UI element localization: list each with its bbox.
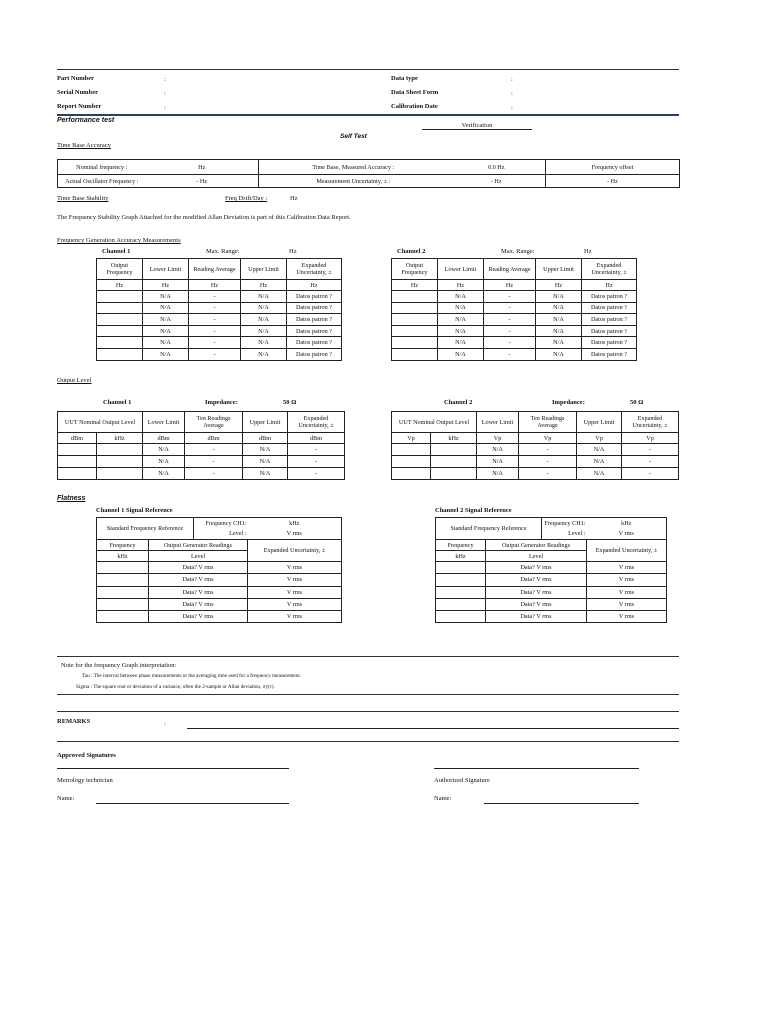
fg-1-cell: N/A (241, 302, 287, 314)
fg-2-cell: Datos patron ? (582, 325, 637, 337)
performance-title: Performance test (57, 117, 115, 124)
fg-1-cell: - (189, 291, 241, 303)
fg-1-cell: N/A (241, 325, 287, 337)
ol-channel-1-title: Channel 1 (103, 399, 132, 406)
fl-1-freq-unit: kHz (248, 518, 342, 529)
fg-2-cell: N/A (536, 337, 582, 349)
table-row (392, 337, 637, 349)
ol-channel-1-imp-value: 50 Ω (283, 399, 297, 406)
technician-signature-line[interactable] (57, 768, 289, 769)
ol-2-cell: - (519, 456, 577, 468)
freq-drift-unit: Hz (290, 195, 298, 202)
fl-2-col-freq: Frequency (436, 540, 486, 551)
fl-2-freq-label: Frequency CH1: (542, 518, 587, 529)
fg-channel-2-max-unit: Hz (584, 248, 592, 255)
fg-2-cell: - (484, 302, 536, 314)
notes-tau: Tau : The interval between phase measurements or the averaging time used for a frequency measurement. (82, 673, 302, 679)
fl-2-freq-cell[interactable] (436, 598, 486, 610)
technician-name-field[interactable] (96, 803, 289, 804)
nominal-frequency-unit: Hz (146, 160, 259, 175)
fl-1-reading-cell: Data? V rms (149, 611, 248, 623)
ol-1-cell: N/A (243, 456, 288, 468)
header-right-label-1: Data Sheet Form (391, 89, 439, 96)
table-row (97, 586, 342, 598)
fg-1-unit-3: Hz (241, 280, 287, 291)
fg-1-cell: Datos patron ? (287, 325, 342, 337)
fg-1-cell: - (189, 337, 241, 349)
ol-1-header-0: UUT Nominal Output Level (58, 412, 143, 433)
fg-1-cell: Datos patron ? (287, 337, 342, 349)
fg-2-header-1: Lower Limit (438, 259, 484, 280)
fg-2-cell: N/A (438, 314, 484, 326)
fg-1-cell: Datos patron ? (287, 302, 342, 314)
fg-1-header-4: Expanded Uncertainty, ± (287, 259, 342, 280)
fl-channel-1-table (96, 517, 342, 623)
fl-2-reading-cell: Data? V rms (486, 611, 587, 623)
fg-1-cell[interactable] (97, 314, 143, 326)
remarks-top-rule (57, 711, 679, 712)
ol-2-cell[interactable] (431, 456, 477, 468)
fl-1-reading-cell: Data? V rms (149, 562, 248, 574)
flatness-title: Flatness (57, 495, 86, 502)
ol-1-cell[interactable] (97, 468, 143, 480)
fg-channel-2-table (391, 258, 637, 361)
fg-2-cell: - (484, 337, 536, 349)
stability-note: The Frequency Stability Graph Attached for the modified Allan Deviation is part of this Calibration Data Report. (57, 214, 351, 221)
fg-channel-1-table (96, 258, 342, 361)
ol-channel-2-imp-label: Impedance: (552, 399, 585, 406)
ol-2-cell: N/A (477, 468, 519, 480)
header-right-sep-0: : (511, 76, 513, 83)
ol-2-cell[interactable] (392, 444, 431, 456)
fg-2-cell: - (484, 291, 536, 303)
ol-1-cell: - (185, 444, 243, 456)
header-label-1: Serial Number (57, 89, 98, 96)
table-row (97, 348, 342, 360)
fg-1-cell: N/A (241, 314, 287, 326)
freq-gen-title: Frequency Generation Accuracy Measurements (57, 237, 181, 244)
ol-2-cell[interactable] (392, 468, 431, 480)
fg-1-cell[interactable] (97, 291, 143, 303)
fg-channel-2-title: Channel 2 (397, 248, 426, 255)
header-sep-0: : (164, 76, 166, 83)
fl-2-std-ref: Standard Frequency Reference (436, 518, 542, 540)
stability-title: Time Base Stability (57, 195, 109, 202)
fl-2-col-uncert: Expanded Uncertainty, ± (587, 540, 667, 562)
table-row (97, 302, 342, 314)
top-rule (57, 69, 679, 70)
fl-2-freq-cell[interactable] (436, 574, 486, 586)
ol-channel-2-imp-value: 50 Ω (630, 399, 644, 406)
fl-1-uncert-cell: V rms (248, 574, 342, 586)
ol-2-cell: - (622, 444, 679, 456)
table-row (392, 291, 637, 303)
self-test-label: Self Test (340, 133, 367, 140)
ol-1-cell[interactable] (97, 456, 143, 468)
fg-2-cell[interactable] (392, 325, 438, 337)
table-row (436, 598, 667, 610)
fl-2-reading-cell: Data? V rms (486, 598, 587, 610)
ol-2-header-1: Lower Limit (477, 412, 519, 433)
fl-1-freq-label: Frequency CH1: (194, 518, 248, 529)
fg-1-cell: N/A (143, 337, 189, 349)
time-base-title: Time Base Accuracy (57, 142, 111, 149)
notes-title: Note for the frequency Graph interpretation: (61, 662, 177, 669)
table-row (392, 348, 637, 360)
ol-2-cell: - (622, 456, 679, 468)
ol-channel-2-table (391, 411, 679, 480)
ol-2-header-4: Expanded Uncertainty, ± (622, 412, 679, 433)
ol-1-cell: - (288, 456, 345, 468)
authorized-role: Authorized Signature (434, 777, 490, 784)
fg-1-header-2: Reading Average (189, 259, 241, 280)
fl-1-freq-cell[interactable] (97, 562, 149, 574)
ol-2-unit-1: kHz (431, 433, 477, 444)
table-row (97, 314, 342, 326)
fg-2-cell: N/A (536, 302, 582, 314)
fl-2-unit-level: Level (486, 551, 587, 562)
fl-1-freq-cell[interactable] (97, 574, 149, 586)
fg-1-cell: - (189, 302, 241, 314)
header-right-label-0: Data type (391, 75, 418, 82)
fl-2-col-readings: Output Generator Readings (486, 540, 587, 551)
ol-1-unit-1: kHz (97, 433, 143, 444)
ol-2-header-2: Ten Readings Average (519, 412, 577, 433)
fl-2-reading-cell: Data? V rms (486, 562, 587, 574)
fg-2-cell: N/A (536, 348, 582, 360)
technician-role: Metrology technician (57, 777, 113, 784)
fg-1-cell: N/A (241, 348, 287, 360)
output-level-title: Output Level (57, 377, 92, 384)
fl-1-std-ref: Standard Frequency Reference (97, 518, 194, 540)
header-label-2: Report Number (57, 103, 102, 110)
fl-channel-2-table (435, 517, 667, 623)
fg-2-cell: Datos patron ? (582, 348, 637, 360)
uncertainty-value: - Hz (448, 175, 546, 188)
fg-1-cell: N/A (143, 291, 189, 303)
table-row (436, 586, 667, 598)
ol-2-cell: N/A (477, 456, 519, 468)
fl-1-level-unit: V rms (248, 529, 342, 540)
fl-2-uncert-cell: V rms (587, 598, 667, 610)
fg-1-cell[interactable] (97, 337, 143, 349)
fg-channel-2-max-label: Max. Range: (501, 248, 535, 255)
table-row (58, 444, 345, 456)
fg-2-cell: Datos patron ? (582, 302, 637, 314)
fg-2-cell: Datos patron ? (582, 314, 637, 326)
ol-channel-1-imp-label: Impedance: (205, 399, 238, 406)
fl-2-freq-cell[interactable] (436, 586, 486, 598)
authorized-name-label: Name: (434, 795, 452, 802)
fl-2-uncert-cell: V rms (587, 611, 667, 623)
ol-2-unit-3: Vp (519, 433, 577, 444)
fg-1-cell: - (189, 325, 241, 337)
remarks-sep: : (164, 721, 166, 728)
ol-2-cell[interactable] (431, 444, 477, 456)
table-row (97, 611, 342, 623)
fg-1-header-0: Output Frequency (97, 259, 143, 280)
fg-2-header-3: Upper Limit (536, 259, 582, 280)
header-label-0: Part Number (57, 75, 95, 82)
fg-2-unit-4: Hz (582, 280, 637, 291)
fl-1-freq-cell[interactable] (97, 598, 149, 610)
fg-1-cell[interactable] (97, 325, 143, 337)
remarks-label: REMARKS (57, 718, 91, 725)
fg-channel-1-max-label: Max. Range: (206, 248, 240, 255)
authorized-signature-line[interactable] (434, 768, 639, 769)
ol-1-cell: - (185, 468, 243, 480)
ol-2-cell: N/A (477, 444, 519, 456)
notes-sigma: Sigma : The square root or deviation of a variance, often the 2-sample or Allan deviation, σy(τ). (76, 684, 275, 690)
fl-1-reading-cell: Data? V rms (149, 574, 248, 586)
ol-1-unit-2: dBm (143, 433, 185, 444)
ol-2-cell: N/A (577, 444, 622, 456)
uncertainty-label: Measurement Uncertainty, ± : (259, 175, 448, 188)
fl-2-unit-freq: kHz (436, 551, 486, 562)
measured-accuracy-label: Time Base, Measured Accuracy : (259, 160, 448, 175)
fg-1-header-3: Upper Limit (241, 259, 287, 280)
frequency-offset-label: Frequency offset (546, 160, 680, 175)
fl-1-col-uncert: Expanded Uncertainty, ± (248, 540, 342, 562)
measured-accuracy-value: 0.0 Hz (448, 160, 546, 175)
fl-1-unit-level: Level (149, 551, 248, 562)
fl-1-col-freq: Frequency (97, 540, 149, 551)
ol-1-unit-5: dBm (288, 433, 345, 444)
nominal-frequency-label: Nominal frequency : (58, 160, 146, 175)
fl-2-reading-cell: Data? V rms (486, 586, 587, 598)
header-right-label-2: Calibration Date (391, 103, 438, 110)
ol-2-cell: N/A (577, 456, 622, 468)
fg-1-cell: Datos patron ? (287, 348, 342, 360)
table-row (392, 302, 637, 314)
ol-1-cell: - (185, 456, 243, 468)
fg-1-unit-1: Hz (143, 280, 189, 291)
fg-1-cell: - (189, 314, 241, 326)
header-right-sep-2: : (511, 104, 513, 111)
fg-2-cell: - (484, 348, 536, 360)
ol-1-cell[interactable] (58, 444, 97, 456)
fl-2-uncert-cell: V rms (587, 574, 667, 586)
actual-frequency-label: Actual Oscillator Frequency : (58, 175, 146, 188)
ol-1-cell: N/A (243, 444, 288, 456)
fl-channel-2-title: Channel 2 Signal Reference (435, 507, 512, 514)
ol-1-unit-0: dBm (58, 433, 97, 444)
fg-2-cell: - (484, 325, 536, 337)
freq-drift-label: Freq Drift/Day : (225, 195, 268, 202)
fg-channel-1-title: Channel 1 (102, 248, 131, 255)
table-row (97, 562, 342, 574)
notes-bottom-rule (57, 694, 679, 695)
ol-2-header-3: Upper Limit (577, 412, 622, 433)
fl-2-uncert-cell: V rms (587, 586, 667, 598)
fl-1-reading-cell: Data? V rms (149, 586, 248, 598)
table-row (97, 337, 342, 349)
fg-2-cell: N/A (536, 314, 582, 326)
table-row (436, 574, 667, 586)
fg-1-cell: - (189, 348, 241, 360)
fl-2-level-unit: V rms (587, 529, 667, 540)
ol-1-cell: N/A (143, 456, 185, 468)
table-row (436, 611, 667, 623)
table-row (436, 562, 667, 574)
fl-1-freq-cell[interactable] (97, 611, 149, 623)
frequency-offset-value: - Hz (546, 175, 680, 188)
fg-1-unit-2: Hz (189, 280, 241, 291)
fg-2-cell: N/A (438, 302, 484, 314)
fl-1-freq-cell[interactable] (97, 586, 149, 598)
table-row (392, 468, 679, 480)
table-row (392, 444, 679, 456)
remarks-field[interactable] (187, 728, 679, 729)
ol-1-cell[interactable] (58, 468, 97, 480)
ol-2-unit-0: Vp (392, 433, 431, 444)
time-base-table (57, 159, 680, 188)
authorized-name-field[interactable] (484, 803, 639, 804)
fg-1-cell[interactable] (97, 348, 143, 360)
ol-1-header-2: Ten Readings Average (185, 412, 243, 433)
fg-2-cell: Datos patron ? (582, 337, 637, 349)
fg-1-cell: N/A (143, 348, 189, 360)
fl-1-uncert-cell: V rms (248, 586, 342, 598)
fg-2-unit-2: Hz (484, 280, 536, 291)
ol-2-cell: - (622, 468, 679, 480)
fg-2-cell: N/A (536, 291, 582, 303)
signatures-title: Approved Signatures (57, 752, 116, 759)
table-row (392, 314, 637, 326)
header-right-sep-1: : (511, 90, 513, 97)
fl-1-reading-cell: Data? V rms (149, 598, 248, 610)
notes-top-rule (57, 656, 679, 657)
fg-2-header-4: Expanded Uncertainty, ± (582, 259, 637, 280)
fg-1-cell: Datos patron ? (287, 314, 342, 326)
fg-2-unit-1: Hz (438, 280, 484, 291)
table-row (392, 325, 637, 337)
verification-label: Verification (422, 122, 532, 130)
fg-1-cell: N/A (143, 325, 189, 337)
table-row (392, 456, 679, 468)
ol-2-cell[interactable] (392, 456, 431, 468)
fg-2-cell[interactable] (392, 302, 438, 314)
ol-1-header-3: Upper Limit (243, 412, 288, 433)
fl-1-uncert-cell: V rms (248, 611, 342, 623)
fg-1-unit-4: Hz (287, 280, 342, 291)
fg-2-cell[interactable] (392, 291, 438, 303)
ol-2-header-0: UUT Nominal Output Level (392, 412, 477, 433)
fl-2-freq-unit: kHz (587, 518, 667, 529)
table-row (58, 456, 345, 468)
fl-2-reading-cell: Data? V rms (486, 574, 587, 586)
ol-channel-2-title: Channel 2 (444, 399, 473, 406)
table-row (97, 598, 342, 610)
header-divider (57, 114, 679, 116)
ol-1-cell[interactable] (97, 444, 143, 456)
ol-2-cell: N/A (577, 468, 622, 480)
fg-2-cell: Datos patron ? (582, 291, 637, 303)
ol-2-unit-2: Vp (477, 433, 519, 444)
fl-2-uncert-cell: V rms (587, 562, 667, 574)
ol-1-cell: - (288, 444, 345, 456)
fg-2-cell: N/A (438, 337, 484, 349)
fg-2-cell: N/A (438, 325, 484, 337)
fl-2-freq-cell[interactable] (436, 611, 486, 623)
fg-1-cell[interactable] (97, 302, 143, 314)
ol-1-unit-4: dBm (243, 433, 288, 444)
fl-2-freq-cell[interactable] (436, 562, 486, 574)
table-row (97, 291, 342, 303)
technician-name-label: Name: (57, 795, 75, 802)
fg-2-unit-3: Hz (536, 280, 582, 291)
table-row (97, 325, 342, 337)
fg-2-cell[interactable] (392, 314, 438, 326)
header-sep-2: : (164, 104, 166, 111)
fg-1-cell: N/A (143, 302, 189, 314)
fg-1-cell: Datos patron ? (287, 291, 342, 303)
fg-2-cell: N/A (438, 348, 484, 360)
fg-2-cell[interactable] (392, 348, 438, 360)
fg-1-cell: N/A (241, 291, 287, 303)
ol-1-cell: N/A (243, 468, 288, 480)
fg-2-header-0: Output Frequency (392, 259, 438, 280)
fl-1-uncert-cell: V rms (248, 598, 342, 610)
fg-2-cell: N/A (438, 291, 484, 303)
ol-1-unit-3: dBm (185, 433, 243, 444)
ol-1-header-4: Expanded Uncertainty, ± (288, 412, 345, 433)
ol-2-cell[interactable] (431, 468, 477, 480)
fg-1-unit-0: Hz (97, 280, 143, 291)
ol-1-cell: N/A (143, 468, 185, 480)
ol-2-unit-4: Vp (577, 433, 622, 444)
fl-1-uncert-cell: V rms (248, 562, 342, 574)
fg-2-cell[interactable] (392, 337, 438, 349)
fl-1-col-readings: Output Generator Readings (149, 540, 248, 551)
ol-1-cell: - (288, 468, 345, 480)
ol-2-cell: - (519, 468, 577, 480)
fg-1-cell: N/A (143, 314, 189, 326)
remarks-bottom-rule (57, 741, 679, 742)
table-row (58, 468, 345, 480)
ol-1-cell[interactable] (58, 456, 97, 468)
fl-1-unit-freq: kHz (97, 551, 149, 562)
fg-channel-1-max-unit: Hz (289, 248, 297, 255)
ol-channel-1-table (57, 411, 345, 480)
fg-2-cell: - (484, 314, 536, 326)
actual-frequency-unit: - Hz (146, 175, 259, 188)
fl-1-level-label: Level : (194, 529, 248, 540)
fl-2-level-label: Level : (542, 529, 587, 540)
fg-2-unit-0: Hz (392, 280, 438, 291)
fg-2-header-2: Reading Average (484, 259, 536, 280)
ol-2-unit-5: Vp (622, 433, 679, 444)
ol-1-cell: N/A (143, 444, 185, 456)
ol-1-header-1: Lower Limit (143, 412, 185, 433)
ol-2-cell: - (519, 444, 577, 456)
fg-1-cell: N/A (241, 337, 287, 349)
fg-2-cell: N/A (536, 325, 582, 337)
fg-1-header-1: Lower Limit (143, 259, 189, 280)
header-sep-1: : (164, 90, 166, 97)
table-row (97, 574, 342, 586)
fl-channel-1-title: Channel 1 Signal Reference (96, 507, 173, 514)
